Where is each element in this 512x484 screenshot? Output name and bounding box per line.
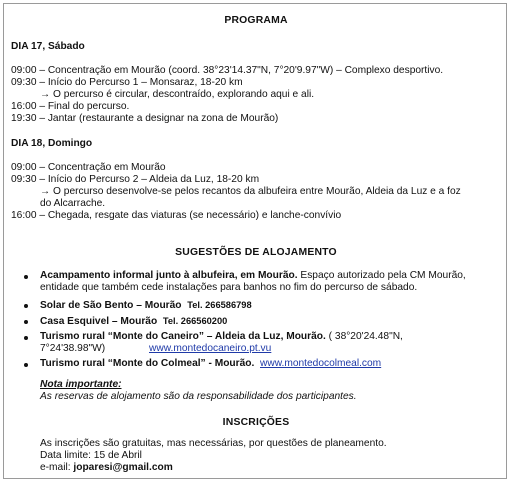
monte-do-colmeal-link[interactable]: www.montedocolmeal.com <box>260 358 382 369</box>
alojamento-item-5: Turismo rural “Monte do Colmeal” - Mourão. <box>40 358 255 369</box>
day1-line-2: 09:30 – Início do Percurso 1 – Monsaraz, 18-20 km <box>11 77 243 88</box>
alojamento-item-3: Casa Esquivel – Mourão Tel. 266560200 <box>40 316 228 327</box>
programa-heading: PROGRAMA <box>224 15 288 26</box>
day1-heading: DIA 17, Sábado <box>11 41 85 52</box>
day2-line-3b: do Alcarrache. <box>40 198 106 209</box>
nota-importante-text: As reservas de alojamento são da responsabilidade dos participantes. <box>40 391 357 402</box>
inscricoes-heading: INSCRIÇÕES <box>222 417 290 428</box>
alojamento-item-2: Solar de São Bento – Mourão Tel. 266586798 <box>40 300 252 311</box>
day1-line-3: → O percurso é circular, descontraído, explorando aqui e ali. <box>40 89 315 100</box>
monte-do-caneiro-link[interactable]: www.montedocaneiro.pt.vu <box>149 343 272 354</box>
nota-importante-label: Nota importante: <box>40 379 122 390</box>
bullet-icon <box>24 304 28 308</box>
day2-heading: DIA 18, Domingo <box>11 138 93 149</box>
alojamento-item-4-line-2: 7°24'38.98"W) <box>40 343 106 354</box>
email-address[interactable]: joparesi@gmail.com <box>73 462 173 473</box>
bullet-icon <box>24 320 28 324</box>
bullet-icon <box>24 363 28 367</box>
inscricoes-email-line: e-mail: joparesi@gmail.com <box>40 462 173 473</box>
day2-line-1: 09:00 – Concentração em Mourão <box>11 162 166 173</box>
alojamento-item-4: Turismo rural “Monte do Caneiro” – Aldeia da Luz, Mourão. ( 38°20'24.48"N, <box>40 331 403 342</box>
alojamento-item-1-line-2: entidade que também cede instalações para banhos no fim do percurso de sábado. <box>40 282 418 293</box>
day2-line-4: 16:00 – Chegada, resgate das viaturas (se necessário) e lanche-convívio <box>11 210 342 221</box>
day1-line-1: 09:00 – Concentração em Mourão (coord. 38°23'14.37"N, 7°20'9.97"W) – Complexo desportivo. <box>11 65 444 76</box>
day2-line-2: 09:30 – Início do Percurso 2 – Aldeia da Luz, 18-20 km <box>11 174 260 185</box>
inscricoes-line-2: Data limite: 15 de Abril <box>40 450 142 461</box>
day1-line-4: 16:00 – Final do percurso. <box>11 101 130 112</box>
day2-line-3a: → O percurso desenvolve-se pelos recantos da albufeira entre Mourão, Aldeia da Luz e a foz <box>40 186 461 197</box>
document-page <box>3 3 507 479</box>
inscricoes-line-1: As inscrições são gratuitas, mas necessárias, por questões de planeamento. <box>40 438 387 449</box>
day1-line-5: 19:30 – Jantar (restaurante a designar na zona de Mourão) <box>11 113 279 124</box>
bullet-icon <box>24 336 28 340</box>
bullet-icon <box>24 275 28 279</box>
alojamento-heading: SUGESTÕES DE ALOJAMENTO <box>175 247 337 258</box>
alojamento-item-1: Acampamento informal junto à albufeira, em Mourão. Espaço autorizado pela CM Mourão, <box>40 270 466 281</box>
